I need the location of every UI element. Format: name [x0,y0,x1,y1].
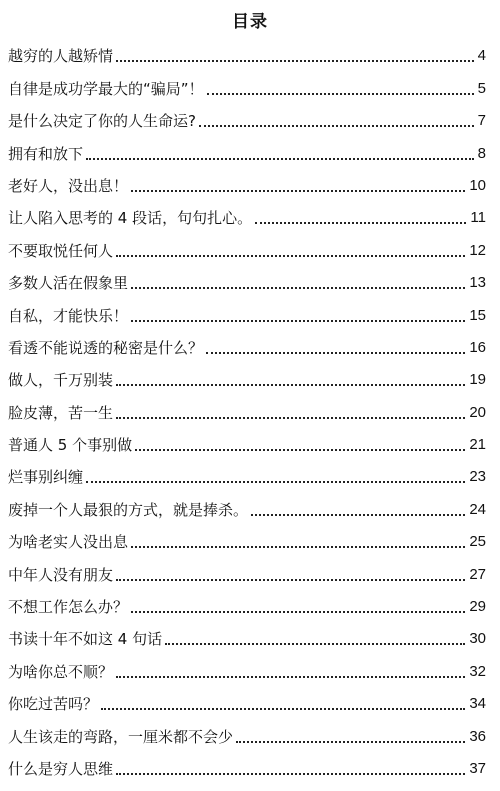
toc-entry-title: 人生该走的弯路，一厘米都不会少 [8,727,234,746]
toc-page-number: 5 [477,79,486,97]
toc-entry[interactable] [8,457,486,489]
toc-entry-title: 自私，才能快乐！ [8,306,129,325]
toc-dot-leader [236,741,465,743]
toc-dot-leader [131,546,465,548]
toc-entry-title: 普通人 5 个事别做 [8,436,133,455]
toc-page-number: 4 [477,47,486,65]
toc-entry-title: 烂事别纠缠 [8,468,84,487]
toc-dot-leader [135,449,465,451]
toc-page-number: 7 [477,112,486,130]
toc-entry[interactable] [8,587,486,619]
toc-page-number: 20 [469,403,486,421]
toc-entry-title: 废掉一个人最狠的方式，就是捧杀。 [8,500,249,519]
toc-entry[interactable] [8,230,486,262]
toc-entry[interactable] [8,619,486,651]
toc-entry[interactable] [8,166,486,198]
toc-page-number: 21 [469,436,486,454]
toc-entry[interactable] [8,749,486,781]
toc-entry[interactable] [8,68,486,100]
toc-page-number: 32 [469,662,486,680]
toc-entry[interactable] [8,392,486,424]
toc-page-number: 16 [469,338,486,356]
toc-dot-leader [116,676,465,678]
toc-dot-leader [86,481,465,483]
toc-entry[interactable] [8,489,486,521]
toc-entry-title: 拥有和放下 [8,144,84,163]
toc-page-number: 23 [469,468,486,486]
toc-entry[interactable] [8,360,486,392]
toc-dot-leader [86,158,474,160]
toc-entry-title: 看透不能说透的秘密是什么？ [8,338,204,357]
toc-dot-leader [255,222,466,224]
toc-page-number: 15 [469,306,486,324]
toc-page-number: 27 [469,565,486,583]
toc-page-number: 37 [469,759,486,777]
toc-dot-leader [116,773,465,775]
toc-dot-leader [116,384,465,386]
toc-dot-leader [131,287,465,289]
toc-page-number: 10 [469,176,486,194]
toc-page-number: 30 [469,630,486,648]
toc-page-number: 11 [470,209,486,227]
toc-entry-title: 自律是成功学最大的“骗局”！ [8,79,204,98]
toc-entry-title: 脸皮薄，苦一生 [8,403,114,422]
toc-entry-title: 多数人活在假象里 [8,274,129,293]
toc-dot-leader [101,708,465,710]
toc-entry-title: 你吃过苦吗？ [8,695,99,714]
toc-entry-title: 中年人没有朋友 [8,565,114,584]
toc-entry[interactable] [8,133,486,165]
toc-entry-title: 是什么决定了你的人生命运? [8,112,196,131]
toc-dot-leader [116,417,465,419]
toc-entry-title: 为啥你总不顺？ [8,662,114,681]
toc-dot-leader [116,255,465,257]
toc-page-number: 24 [469,500,486,518]
toc-dot-leader [116,60,474,62]
toc-entry[interactable] [8,328,486,360]
toc-page-number: 8 [477,144,486,162]
toc-dot-leader [116,579,465,581]
toc-page-number: 36 [469,727,486,745]
toc-page-number: 29 [469,598,486,616]
toc-entry[interactable] [8,36,486,68]
toc-entry-title: 越穷的人越矫情 [8,47,114,66]
toc-entry-title: 老好人，没出息！ [8,176,129,195]
toc-dot-leader [165,643,465,645]
toc-entry[interactable] [8,684,486,716]
toc-entry-title: 不想工作怎么办？ [8,598,129,617]
toc-entry[interactable] [8,263,486,295]
toc-dot-leader [199,125,474,127]
toc-list [8,36,486,781]
toc-dot-leader [131,320,465,322]
toc-entry[interactable] [8,522,486,554]
toc-entry[interactable] [8,716,486,748]
toc-entry[interactable] [8,101,486,133]
toc-entry[interactable] [8,651,486,683]
toc-entry[interactable] [8,295,486,327]
toc-entry-title: 不要取悦任何人 [8,241,114,260]
toc-dot-leader [131,611,465,613]
toc-title: 目录 [232,12,268,32]
toc-dot-leader [251,514,465,516]
toc-entry-title: 书读十年不如这 4 句话 [8,630,163,649]
toc-dot-leader [207,93,474,95]
toc-page-number: 13 [469,274,486,292]
toc-dot-leader [206,352,465,354]
toc-page-number: 25 [469,533,486,551]
toc-entry[interactable] [8,198,486,230]
toc-entry-title: 什么是穷人思维 [8,759,114,778]
toc-dot-leader [131,190,465,192]
toc-entry[interactable] [8,554,486,586]
toc-entry-title: 做人，千万别装 [8,371,114,390]
toc-entry-title: 为啥老实人没出息 [8,533,129,552]
toc-page-number: 19 [469,371,486,389]
toc-entry-title: 让人陷入思考的 4 段话，句句扎心。 [8,209,253,228]
toc-page-number: 34 [469,695,486,713]
toc-page-number: 12 [469,241,486,259]
toc-entry[interactable] [8,425,486,457]
